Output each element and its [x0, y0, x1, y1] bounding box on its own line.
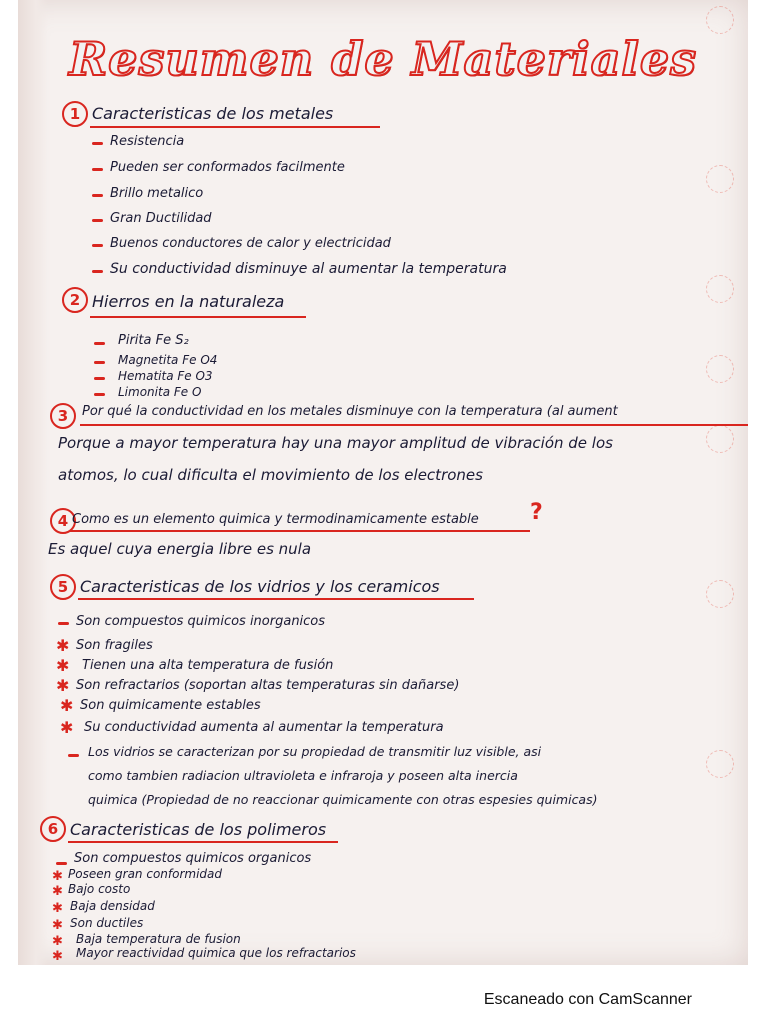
list-item: Son compuestos quimicos organicos: [74, 851, 312, 866]
list-item: Son quimicamente estables: [80, 698, 261, 713]
list-item: Baja temperatura de fusion: [76, 932, 241, 946]
heading-underline: [78, 598, 474, 600]
answer-text: Es aquel cuya energia libre es nula: [48, 540, 312, 558]
dash-bullet-icon: [92, 194, 103, 197]
list-item: Pirita Fe S₂: [118, 333, 189, 348]
asterisk-bullet-icon: ✱: [56, 656, 70, 675]
bleed-through-mark: [706, 580, 734, 608]
bleed-through-mark: [706, 425, 734, 453]
asterisk-bullet-icon: ✱: [52, 934, 63, 949]
asterisk-bullet-icon: ✱: [52, 884, 63, 899]
dash-bullet-icon: [92, 219, 103, 222]
dash-bullet-icon: [92, 244, 103, 247]
list-item: Hematita Fe O3: [118, 369, 213, 383]
asterisk-bullet-icon: ✱: [56, 676, 70, 695]
dash-bullet-icon: [92, 168, 103, 171]
section-number-4: 4: [50, 508, 76, 534]
heading-underline: [80, 424, 748, 426]
asterisk-bullet-icon: ✱: [52, 918, 63, 933]
list-item: Gran Ductilidad: [110, 211, 212, 226]
list-item: Son ductiles: [70, 916, 144, 930]
bleed-through-mark: [706, 355, 734, 383]
section-number-3: 3: [50, 403, 76, 429]
list-item: como tambien radiacion ultravioleta e infraroja y poseen alta inercia: [88, 768, 518, 783]
asterisk-bullet-icon: ✱: [60, 718, 74, 737]
list-item: Buenos conductores de calor y electricidad: [110, 236, 391, 251]
list-item: Su conductividad disminuye al aumentar la temperatura: [110, 261, 507, 277]
section-number-5: 5: [50, 574, 76, 600]
section-heading-2: Hierros en la naturaleza: [92, 292, 285, 311]
list-item: Baja densidad: [70, 899, 155, 913]
bleed-through-mark: [706, 165, 734, 193]
section-heading-1: Caracteristicas de los metales: [92, 104, 334, 123]
list-item: Pueden ser conformados facilmente: [110, 160, 345, 175]
list-item: Resistencia: [110, 134, 185, 149]
section-number-1: 1: [62, 101, 88, 127]
dash-bullet-icon: [56, 862, 67, 865]
dash-bullet-icon: [68, 754, 79, 757]
section-number-2: 2: [62, 287, 88, 313]
asterisk-bullet-icon: ✱: [60, 696, 74, 715]
asterisk-bullet-icon: ✱: [56, 636, 70, 655]
page-title: Resumen de Materiales: [68, 32, 698, 86]
list-item: Su conductividad aumenta al aumentar la temperatura: [84, 720, 444, 735]
bleed-through-mark: [706, 6, 734, 34]
list-item: Limonita Fe O: [118, 385, 202, 399]
list-item: Bajo costo: [68, 882, 131, 896]
section-heading-4: Como es un elemento quimica y termodinamicamente estable: [72, 512, 479, 527]
dash-bullet-icon: [94, 342, 105, 345]
asterisk-bullet-icon: ✱: [52, 869, 63, 884]
section-heading-5: Caracteristicas de los vidrios y los ceramicos: [80, 577, 440, 596]
bleed-through-mark: [706, 750, 734, 778]
section-heading-3: Por qué la conductividad en los metales disminuye con la temperatura (al aument: [82, 404, 618, 419]
section-heading-6: Caracteristicas de los polimeros: [70, 820, 327, 839]
list-item: Mayor reactividad quimica que los refractarios: [76, 946, 356, 960]
section-number-6: 6: [40, 816, 66, 842]
dash-bullet-icon: [94, 377, 105, 380]
asterisk-bullet-icon: ✱: [52, 901, 63, 916]
dash-bullet-icon: [58, 622, 69, 625]
dash-bullet-icon: [94, 361, 105, 364]
answer-text: atomos, lo cual dificulta el movimiento de los electrones: [58, 466, 483, 484]
list-item: Tienen una alta temperatura de fusión: [82, 658, 334, 673]
heading-underline: [90, 316, 306, 318]
asterisk-bullet-icon: ✱: [52, 949, 63, 964]
list-item: Son refractarios (soportan altas temperaturas sin dañarse): [76, 678, 460, 693]
dash-bullet-icon: [92, 142, 103, 145]
heading-underline: [68, 841, 338, 843]
list-item: Son compuestos quimicos inorganicos: [76, 614, 326, 629]
heading-underline: [90, 126, 380, 128]
dash-bullet-icon: [94, 393, 105, 396]
heading-underline: [70, 530, 530, 532]
dash-bullet-icon: [92, 270, 103, 273]
question-mark: ?: [530, 500, 543, 525]
scanner-watermark: Escaneado con CamScanner: [483, 991, 692, 1008]
list-item: Magnetita Fe O4: [118, 353, 218, 367]
list-item: quimica (Propiedad de no reaccionar quimicamente con otras espesies quimicas): [88, 792, 598, 807]
bleed-through-mark: [706, 275, 734, 303]
list-item: Los vidrios se caracterizan por su propiedad de transmitir luz visible, asi: [88, 744, 542, 759]
list-item: Brillo metalico: [110, 186, 204, 201]
answer-text: Porque a mayor temperatura hay una mayor amplitud de vibración de los: [58, 434, 613, 452]
list-item: Poseen gran conformidad: [68, 867, 222, 881]
scanned-page: [18, 0, 748, 965]
list-item: Son fragiles: [76, 638, 153, 653]
